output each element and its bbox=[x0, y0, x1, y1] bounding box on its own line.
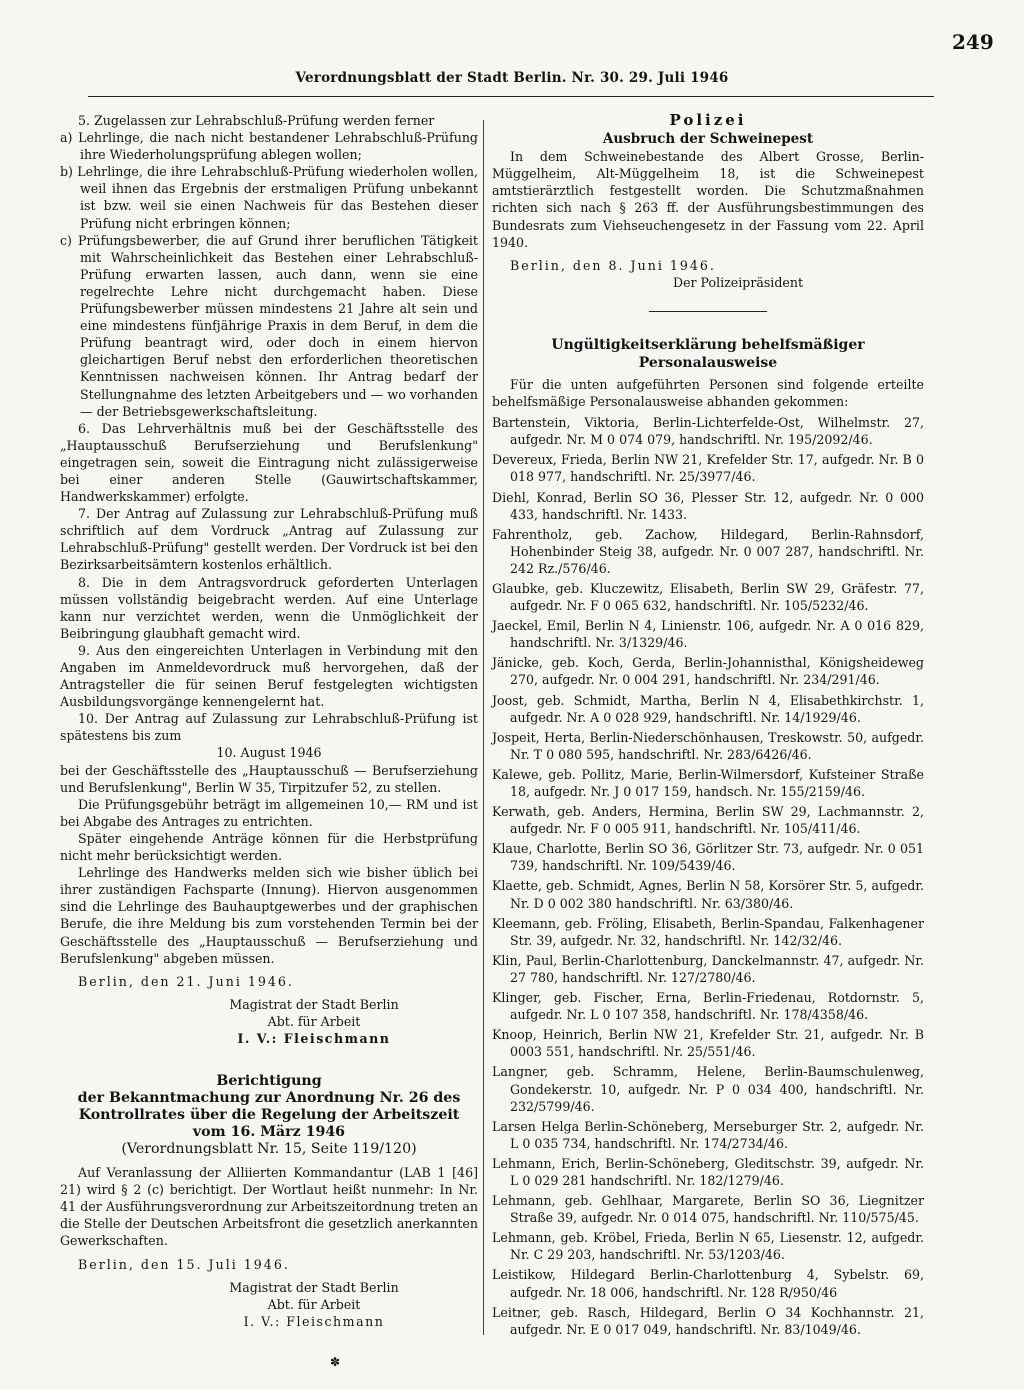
list-item: Glaubke, geb. Kluczewitz, Elisabeth, Berlin SW 29, Gräfestr. 77, aufgedr. Nr. F 0 065 632, handschriftl. Nr. 105/5232/46. bbox=[492, 580, 924, 614]
paragraph-7: 7. Der Antrag auf Zulassung zur Lehrabschluß-Prüfung muß schriftlich auf dem Vordruck „Antrag auf Zulassung zur Lehrabschluß-Prüfung" gestellt werden. Der Vordruck ist bei den Bezirksarbeitsämtern kostenlos erhältlich. bbox=[60, 506, 478, 573]
id-entries-list bbox=[492, 414, 924, 1338]
signature-name-1: I. V.: Fleischmann bbox=[237, 1030, 391, 1046]
list-item: Leitner, geb. Rasch, Hildegard, Berlin O 34 Kochhannstr. 21, aufgedr. Nr. E 0 017 049, handschriftl. Nr. 83/1049/46. bbox=[492, 1304, 924, 1337]
signature-authority-2: Magistrat der Stadt Berlin bbox=[229, 1279, 399, 1295]
id-cards-intro: Für die unten aufgeführten Personen sind folgende erteilte behelfsmäßige Personalausweise abhanden gekommen: bbox=[492, 376, 924, 410]
date-line-1: Berlin, den 21. Juni 1946. bbox=[78, 973, 294, 989]
list-item: Klin, Paul, Berlin-Charlottenburg, Danckelmannstr. 47, aufgedr. Nr. 27 780, handschriftl. Nr. 127/2780/46. bbox=[492, 952, 924, 985]
paragraph-craft: Lehrlinge des Handwerks melden sich wie bisher üblich bei ihrer zuständigen Fachsparte (Innung). Hiervon ausgenommen sind die Lehrlinge des Bauhauptgewerbes und der graphischen Berufe, die ihre Meldung bis zum vorstehenden Termin bei der Geschäftsstelle des „Hauptausschuß — Berufserziehung und Berufslenkung" abgeben müssen. bbox=[60, 865, 478, 966]
correction-title: Berichtigung bbox=[216, 1073, 322, 1090]
section-heading-police: Polizei bbox=[669, 111, 747, 129]
list-item: Diehl, Konrad, Berlin SO 36, Plesser Str. 12, aufgedr. Nr. 0 000 433, handschriftl. Nr. 1433. bbox=[492, 489, 924, 522]
signature-department-1: Abt. für Arbeit bbox=[267, 1013, 361, 1029]
list-item: Lehmann, Erich, Berlin-Schöneberg, Gleditschstr. 39, aufgedr. Nr. L 0 029 281 handschriftl. Nr. 182/1279/46. bbox=[492, 1155, 924, 1188]
paragraph-fee: Die Prüfungsgebühr beträgt im allgemeinen 10,— RM und ist bei Abgabe des Antrages zu entrichten. bbox=[60, 796, 478, 829]
list-item: Klaue, Charlotte, Berlin SO 36, Görlitzer Str. 73, aufgedr. Nr. 0 051 739, handschriftl. Nr. 109/5439/46. bbox=[492, 841, 924, 874]
header-rule bbox=[88, 96, 934, 97]
paragraph-9: 9. Aus den eingereichten Unterlagen in Verbindung mit den Angaben im Anmeldevordruck muß hervorgehen, daß der Antragsteller die für seinen Beruf festgelegten wichtigsten Ausbildungsvorgänge kennengelernt hat. bbox=[60, 642, 478, 710]
list-item: Jänicke, geb. Koch, Gerda, Berlin-Johannisthal, Königsheideweg 270, aufgedr. Nr. 0 004 291, handschriftl. Nr. 234/291/46. bbox=[492, 655, 924, 688]
list-item: Klaette, geb. Schmidt, Agnes, Berlin N 58, Korsörer Str. 5, aufgedr. Nr. D 0 002 380 handschriftl. Nr. 63/380/46. bbox=[492, 878, 924, 911]
list-item: Lehmann, geb. Gehlhaar, Margarete, Berlin SO 36, Liegnitzer Straße 39, aufgedr. Nr. 0 014 075, handschriftl. Nr. 110/575/45. bbox=[492, 1193, 924, 1226]
date-line-2: Berlin, den 15. Juli 1946. bbox=[78, 1256, 290, 1272]
page-ornament-icon: ✽ bbox=[330, 1355, 341, 1369]
swine-fever-text: In dem Schweinebestande des Albert Grosse, Berlin-Müggelheim, Alt-Müggelheim 18, ist die Schweinepest amtstierärztlich festgestellt worden. Die Schutzmaßnahmen richten sich nach § 263 ff. der Ausführungsbestimmungen des Bundesrats zum Viehseuchengesetz in der Fassung vom 22. April 1940. bbox=[492, 149, 924, 250]
paragraph-8: 8. Die in dem Antragsvordruck geforderten Unterlagen müssen vollständig beigebracht werden. Auf eine Unterlage kann nur verzichtet werden, wenn die Unmöglichkeit der Beibringung glaubhaft gemacht wird. bbox=[60, 574, 478, 641]
list-item: Klinger, geb. Fischer, Erna, Berlin-Friedenau, Rotdornstr. 5, aufgedr. Nr. L 0 107 358, handschriftl. Nr. 178/4358/46. bbox=[492, 990, 924, 1023]
list-item: Joost, geb. Schmidt, Martha, Berlin N 4, Elisabethkirchstr. 1, aufgedr. Nr. A 0 028 929, handschriftl. Nr. 14/1929/46. bbox=[492, 692, 924, 725]
section-rule bbox=[649, 311, 767, 312]
list-item: Devereux, Frieda, Berlin NW 21, Krefelder Str. 17, aufgedr. Nr. B 0 018 977, handschriftl. Nr. 25/3977/46. bbox=[492, 452, 924, 485]
signature-department-2: Abt. für Arbeit bbox=[267, 1296, 361, 1312]
deadline-date: 10. August 1946 bbox=[216, 745, 322, 761]
running-head: Verordnungsblatt der Stadt Berlin. Nr. 30. 29. Juli 1946 bbox=[295, 70, 729, 86]
item-a: a) Lehrlinge, die nach nicht bestandener Lehrabschluß-Prüfung ihre Wiederholungsprüfung ablegen wollen; bbox=[60, 130, 478, 163]
id-cards-heading: Ungültigkeitserklärung behelfsmäßiger Personalausweise bbox=[551, 336, 865, 371]
list-item: Knoop, Heinrich, Berlin NW 21, Krefelder Str. 21, aufgedr. Nr. B 0003 551, handschriftl. Nr. 25/551/46. bbox=[492, 1027, 924, 1060]
list-item: Larsen Helga Berlin-Schöneberg, Merseburger Str. 2, aufgedr. Nr. L 0 035 734, handschriftl. Nr. 174/2734/46. bbox=[492, 1118, 924, 1151]
paragraph-late: Später eingehende Anträge können für die Herbstprüfung nicht mehr berücksichtigt werden. bbox=[60, 830, 478, 864]
list-item: Lehmann, geb. Kröbel, Frieda, Berlin N 65, Liesenstr. 12, aufgedr. Nr. C 29 203, handschriftl. Nr. 53/1203/46. bbox=[492, 1230, 924, 1263]
list-item: Leistikow, Hildegard Berlin-Charlottenburg 4, Sybelstr. 69, aufgedr. Nr. 18 006, handschriftl. Nr. 128 R/950/46 bbox=[492, 1267, 924, 1300]
item-b: b) Lehrlinge, die ihre Lehrabschluß-Prüfung wiederholen wollen, weil ihnen das Ergebnis der erstmaligen Prüfung unbekannt ist bzw. weil sie einen Nachweis für das Bestehen dieser Prüfung nicht erbringen können; bbox=[60, 164, 478, 231]
item-c: c) Prüfungsbewerber, die auf Grund ihrer beruflichen Tätigkeit mit Wahrscheinlichkeit das Bestehen einer Lehrabschluß-Prüfung erwarten lassen, auch dann, wenn sie eine regelrechte Lehre nicht durchgemacht haben. Diese Prüfungsbewerber müssen mindestens 21 Jahre alt sein und eine mindestens fünfjährige Praxis in dem Beruf, in dem die Prüfung beantragt wird, oder doch in einem hiervon gleichartigen Beruf nebst den erforderlichen theoretischen Kenntnissen nachweisen können. Ihr Antrag bedarf der Stellungnahme des letzten Arbeitgebers und — wo vorhanden — der Betriebsgewerkschaftsleitung. bbox=[60, 232, 478, 419]
signature-authority-1: Magistrat der Stadt Berlin bbox=[229, 996, 399, 1012]
paragraph-10-cont: bei der Geschäftsstelle des „Hauptausschuß — Berufserziehung und Berufslenkung", Berlin W 35, Tirpitzufer 52, zu stellen. bbox=[60, 762, 478, 795]
paragraph-6: 6. Das Lehrverhältnis muß bei der Geschäftsstelle des „Hauptausschuß Berufserziehung und Berufslenkung" eingetragen sein, soweit die Eintragung nicht zulässigerweise bei einer anderen Stelle (Gauwirtschaftskammer, Handwerkskammer) erfolgte. bbox=[60, 420, 478, 505]
page-number: 249 bbox=[952, 30, 994, 54]
correction-heading: der Bekanntmachung zur Anordnung Nr. 26 des Kontrollrates über die Regelung der Arbeitszeit vom 16. März 1946 bbox=[77, 1090, 461, 1141]
right-column bbox=[492, 112, 924, 1341]
correction-text: Auf Veranlassung der Alliierten Kommandantur (LAB 1 [46] 21) wird § 2 (c) berichtigt. Der Wortlaut heißt nunmehr: In Nr. 41 der Ausführungsverordnung zur Arbeitszeitordnung treten an die Stelle der Deutschen Arbeitsfront die gesetzlich anerkannten Gewerkschaften. bbox=[60, 1165, 478, 1249]
column-divider bbox=[483, 120, 484, 1335]
list-item: Bartenstein, Viktoria, Berlin-Lichterfelde-Ost, Wilhelmstr. 27, aufgedr. Nr. M 0 074 079, handschriftl. Nr. 195/2092/46. bbox=[492, 415, 924, 448]
signature-name-2: I. V.: Fleischmann bbox=[243, 1313, 385, 1329]
list-item: Kleemann, geb. Fröling, Elisabeth, Berlin-Spandau, Falkenhagener Str. 39, aufgedr. Nr. 32, handschriftl. Nr. 142/32/46. bbox=[492, 915, 924, 948]
list-item: Kalewe, geb. Pollitz, Marie, Berlin-Wilmersdorf, Kufsteiner Straße 18, aufgedr. Nr. J 0 017 159, handsch. Nr. 155/2159/46. bbox=[492, 766, 924, 799]
list-item: Kerwath, geb. Anders, Hermina, Berlin SW 29, Lachmannstr. 2, aufgedr. Nr. F 0 005 911, handschriftl. Nr. 105/411/46. bbox=[492, 804, 924, 837]
list-item: Jaeckel, Emil, Berlin N 4, Linienstr. 106, aufgedr. Nr. A 0 016 829, handschriftl. Nr. 3/1329/46. bbox=[492, 618, 924, 651]
swine-fever-heading: Ausbruch der Schweinepest bbox=[602, 131, 814, 148]
left-column bbox=[60, 112, 478, 1330]
paragraph-10: 10. Der Antrag auf Zulassung zur Lehrabschluß-Prüfung ist spätestens bis zum bbox=[60, 711, 478, 744]
paragraph-5: 5. Zugelassen zur Lehrabschluß-Prüfung werden ferner bbox=[78, 113, 435, 128]
swine-fever-signature: Der Polizeipräsident bbox=[672, 274, 804, 290]
list-item: Jospeit, Herta, Berlin-Niederschönhausen, Treskowstr. 50, aufgedr. Nr. T 0 080 595, handschriftl. Nr. 283/6426/46. bbox=[492, 729, 924, 762]
swine-fever-date: Berlin, den 8. Juni 1946. bbox=[510, 257, 716, 273]
list-item: Langner, geb. Schramm, Helene, Berlin-Baumschulenweg, Gondekerstr. 10, aufgedr. Nr. P 0 034 400, handschriftl. Nr. 232/5799/46. bbox=[492, 1064, 924, 1114]
list-item: Fahrentholz, geb. Zachow, Hildegard, Berlin-Rahnsdorf, Hohenbinder Steig 38, aufgedr. Nr. 0 007 287, handschriftl. Nr. 242 Rz./576/46. bbox=[492, 526, 924, 576]
correction-subheading: (Verordnungsblatt Nr. 15, Seite 119/120) bbox=[121, 1141, 417, 1158]
